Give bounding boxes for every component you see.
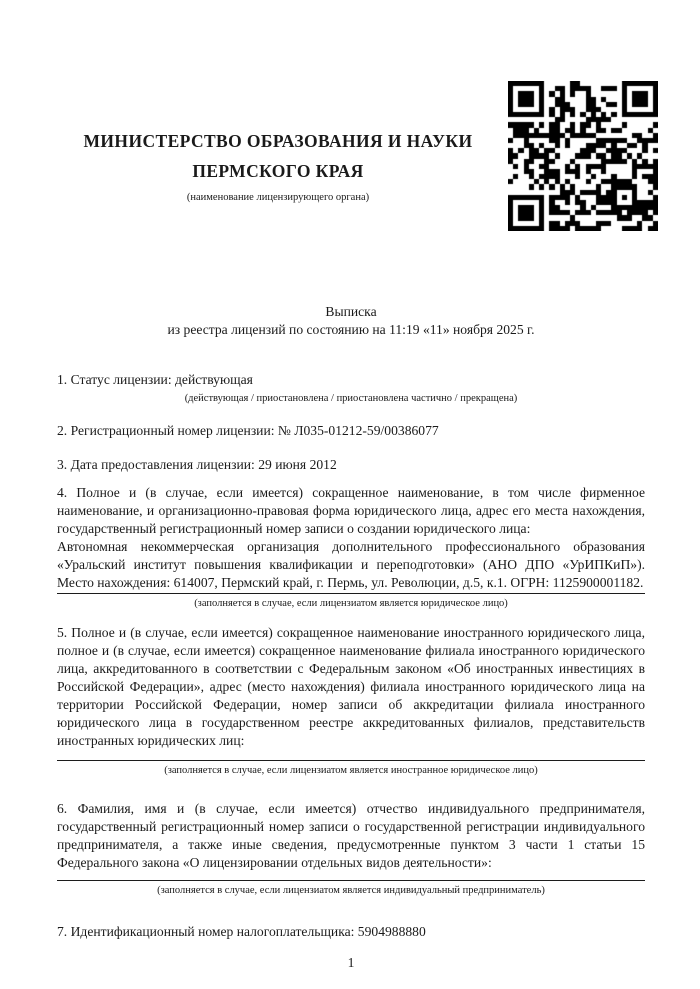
authority-name-line2: ПЕРМСКОГО КРАЯ (192, 161, 364, 181)
item-legal-entity (57, 484, 645, 611)
legal-entity-value: Автономная некоммерческая организация дополнительного профессионального образования «Уральский институт повышения квалификации и переподготовки» (АНО ДПО «УрИПКиП»). Место нахождения: 614007, Пермский край, г. Пермь, ул. Революции, д.5, к.1. ОГРН: 1125900001182. (57, 538, 645, 594)
authority-name-line1: МИНИСТЕРСТВО ОБРАЗОВАНИЯ И НАУКИ (83, 131, 473, 151)
foreign-entity-blank-field (57, 750, 645, 761)
item-foreign-entity (57, 624, 645, 778)
legal-entity-label: 4. Полное и (в случае, если имеется) сокращенное наименование, в том числе фирменное наименование, и организационно-правовая форма юридического лица, адрес его места нахождения, государственный регистрационный номер записи о создании юридического лица: (57, 485, 645, 536)
item-taxpayer-number (57, 923, 645, 941)
license-grant-date-text: 3. Дата предоставления лицензии: 29 июня 2012 (57, 457, 337, 472)
foreign-entity-caption: (заполняется в случае, если лицензиатом является иностранное юридическое лицо) (164, 765, 538, 776)
document-title (57, 303, 645, 339)
qr-code (508, 81, 658, 231)
authority-caption: (наименование лицензирующего органа) (186, 192, 370, 203)
taxpayer-number-text: 7. Идентификационный номер налогоплательщика: 5904988880 (57, 924, 426, 939)
item-license-grant-date (57, 456, 645, 474)
page-number: 1 (347, 955, 355, 970)
legal-entity-caption: (заполняется в случае, если лицензиатом является юридическое лицо) (194, 598, 508, 609)
license-status-text: 1. Статус лицензии: действующая (57, 372, 253, 387)
document-title-line2: из реестра лицензий по состоянию на 11:19 «11» ноября 2025 г. (167, 322, 535, 337)
item-individual-entrepreneur (57, 800, 645, 898)
individual-entrepreneur-caption: (заполняется в случае, если лицензиатом является индивидуальный предприниматель) (157, 885, 545, 896)
document-title-line1: Выписка (325, 304, 377, 319)
item-registration-number (57, 422, 645, 440)
item-license-status (57, 371, 645, 406)
foreign-entity-label: 5. Полное и (в случае, если имеется) сокращенное наименование иностранного юридического лица, полное и (в случае, если имеется) сокращенное наименование филиала иностранного юридического лица, аккредитованного в соответствии с Федеральным законом «Об иностранных инвестициях в Российской Федерации», адрес (место нахождения) филиала иностранного юридического лица на территории Российской Федерации, номер записи об аккредитации филиала иностранного юридического лица в государственном реестре аккредитованных филиалов, представительств иностранных юридических лиц: (57, 625, 645, 748)
registration-number-text: 2. Регистрационный номер лицензии: № Л035-01212-59/00386077 (57, 423, 439, 438)
individual-entrepreneur-label: 6. Фамилия, имя и (в случае, если имеется) отчество индивидуального предпринимателя, государственный регистрационный номер записи о государственной регистрации индивидуального предпринимателя, а также иные сведения, предусмотренные пунктом 3 части 1 статьи 15 Федерального закона «О лицензировании отдельных видов деятельности»: (57, 801, 645, 870)
individual-entrepreneur-blank-field (57, 872, 645, 881)
licensing-authority-header (57, 0, 499, 205)
license-status-caption: (действующая / приостановлена / приостановлена частично / прекращена) (184, 393, 518, 404)
